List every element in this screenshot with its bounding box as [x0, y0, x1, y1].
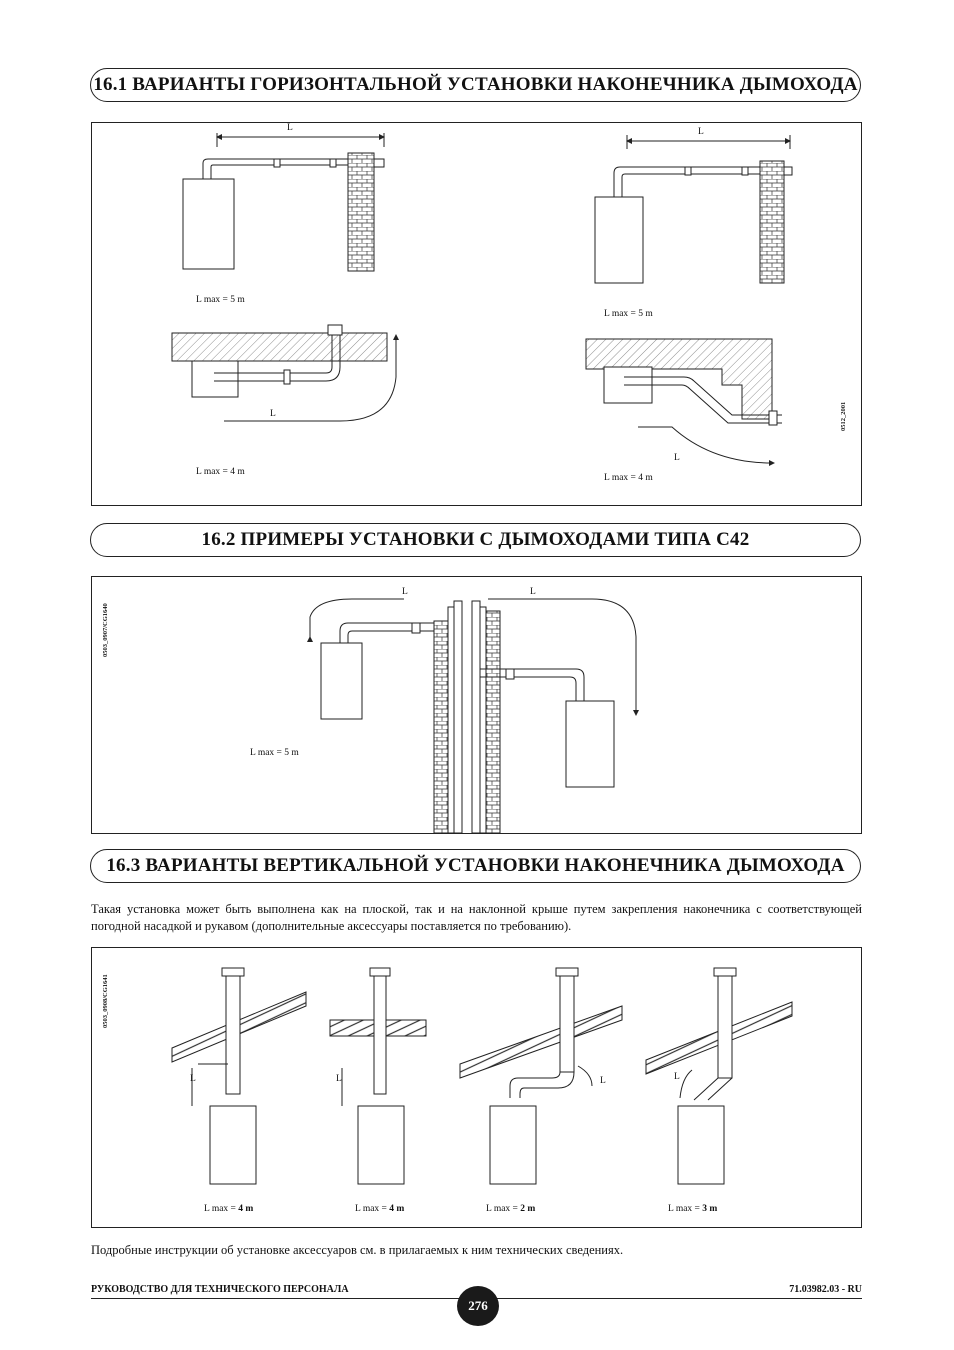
- vert-lmax-3: [486, 1204, 535, 1214]
- c42-dim-left: L: [402, 587, 408, 597]
- dim-label-a: L: [287, 123, 293, 133]
- vertical-installation-drawing: [92, 948, 863, 1229]
- section-title-16-3: 16.3 ВАРИАНТЫ ВЕРТИКАЛЬНОЙ УСТАНОВКИ НАКОНЕЧНИКА ДЫМОХОДА: [90, 849, 861, 883]
- vert-lmax-1-value: 4 m: [238, 1204, 254, 1214]
- vert-dim-1: L: [190, 1074, 196, 1084]
- vert-lmax-1: [204, 1204, 253, 1214]
- figure-code-vertical: 0503_0908/CG1641: [102, 974, 109, 1028]
- figure-horizontal-terminal: [91, 122, 862, 506]
- figure-code: 0512_2001: [840, 401, 847, 431]
- lmax-b: L max = 5 m: [604, 309, 653, 319]
- vert-lmax-3-prefix: L max =: [486, 1204, 518, 1214]
- dim-label-d: L: [674, 453, 680, 463]
- vert-lmax-4: [668, 1204, 717, 1214]
- footer-manual-title: РУКОВОДСТВО ДЛЯ ТЕХНИЧЕСКОГО ПЕРСОНАЛА: [91, 1284, 349, 1295]
- lmax-c: L max = 4 m: [196, 467, 245, 477]
- dim-label-c: L: [270, 409, 276, 419]
- vert-lmax-3-value: 2 m: [520, 1204, 536, 1214]
- figure-vertical-terminal: [91, 947, 862, 1228]
- figure-c42: [91, 576, 862, 834]
- c42-lmax: L max = 5 m: [250, 748, 299, 758]
- vert-dim-3: L: [600, 1076, 606, 1086]
- dim-label-b: L: [698, 127, 704, 137]
- page-number: 276: [457, 1286, 499, 1326]
- vert-dim-4: L: [674, 1072, 680, 1082]
- vert-lmax-2-prefix: L max =: [355, 1204, 387, 1214]
- section-title-16-2: 16.2 ПРИМЕРЫ УСТАНОВКИ С ДЫМОХОДАМИ ТИПА С42: [90, 523, 861, 557]
- section-title-16-1: 16.1 ВАРИАНТЫ ГОРИЗОНТАЛЬНОЙ УСТАНОВКИ НАКОНЕЧНИКА ДЫМОХОДА: [90, 68, 861, 102]
- c42-installation-drawing: [92, 577, 863, 835]
- lmax-a: L max = 5 m: [196, 295, 245, 305]
- vert-lmax-1-prefix: L max =: [204, 1204, 236, 1214]
- figure-code-c42: 0503_0907/CG1640: [102, 603, 109, 657]
- vert-lmax-4-value: 3 m: [702, 1204, 718, 1214]
- c42-dim-right: L: [530, 587, 536, 597]
- vertical-intro-text: Такая установка может быть выполнена как на плоской, так и на наклонной крыше путем закрепления наконечника с соответствующей погодной насадкой и рукавом (дополнительные аксессуары поставляется по требованию).: [91, 902, 862, 933]
- horizontal-installation-drawing: [92, 123, 863, 507]
- vert-lmax-2-value: 4 m: [389, 1204, 405, 1214]
- vert-dim-2: L: [336, 1074, 342, 1084]
- vert-lmax-2: [355, 1204, 404, 1214]
- lmax-d: L max = 4 m: [604, 473, 653, 483]
- footer-doc-code: 71.03982.03 - RU: [789, 1284, 862, 1295]
- accessories-note: Подробные инструкции об установке аксессуаров см. в прилагаемых к ним технических сведениях.: [91, 1243, 624, 1257]
- vert-lmax-4-prefix: L max =: [668, 1204, 700, 1214]
